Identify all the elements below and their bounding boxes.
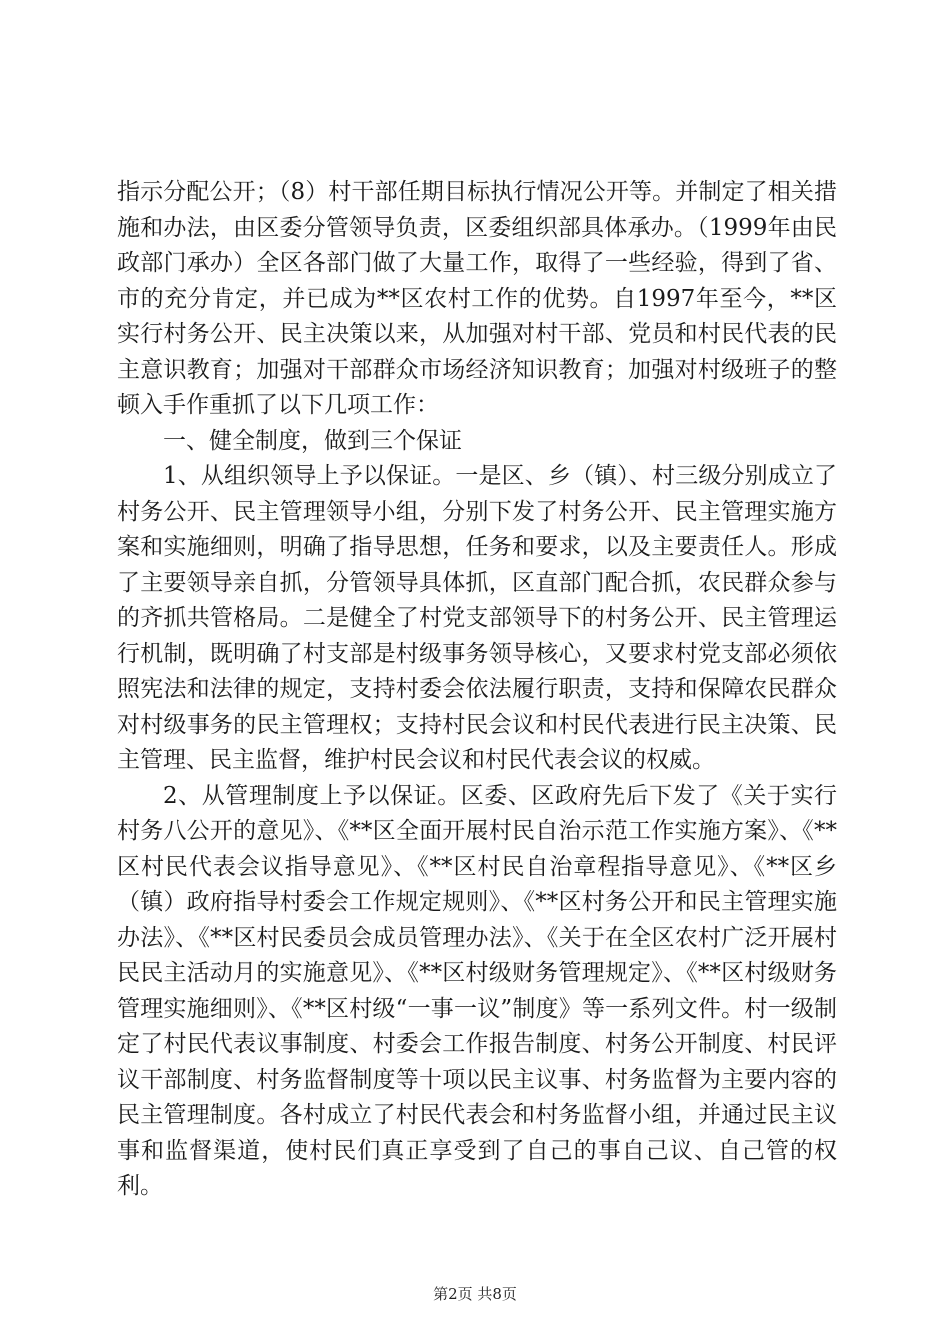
document-body — [117, 175, 837, 1205]
paragraph-management: 2、从管理制度上予以保证。区委、区政府先后下发了《关于实行村务八公开的意见》、《**区全面开展村民自治示范工作实施方案》、《**区村民代表会议指导意见》、《**区村民自治章程指导意见》、《**区乡（镇）政府指导村委会工作规定规则》、《**区村务公开和民主管理实施办法》、《**区村民委员会成员管理办法》、《关于在全区农村广泛开展村民民主活动月的实施意见》、《**区村级财务管理规定》、《**区村级财务管理实施细则》、《**区村级“一事一议”制度》等一系列文件。村一级制定了村民代表议事制度、村委会工作报告制度、村务公开制度、村民评议干部制度、村务监督制度等十项以民主议事、村务监督为主要内容的民主管理制度。各村成立了村民代表会和村务监督小组，并通过民主议事和监督渠道，使村民们真正享受到了自己的事自己议、自己管的权利。 — [117, 782, 837, 1199]
page-footer: 第2页 共8页 — [433, 1285, 517, 1303]
paragraph-continued: 指示分配公开；（8）村干部任期目标执行情况公开等。并制定了相关措施和办法，由区委分管领导负责，区委组织部具体承办。（1999年由民政部门承办）全区各部门做了大量工作，取得了一些经验，得到了省、市的充分肯定，并已成为**区农村工作的优势。自1997年至今，**区实行村务公开、民主决策以来，从加强对村干部、党员和村民代表的民主意识教育；加强对干部群众市场经济知识教育；加强对村级班子的整顿入手作重抓了以下几项工作： — [117, 179, 837, 418]
paragraph-organization: 1、从组织领导上予以保证。一是区、乡（镇）、村三级分别成立了村务公开、民主管理领导小组，分别下发了村务公开、民主管理实施方案和实施细则，明确了指导思想，任务和要求，以及主要责任人。形成了主要领导亲自抓，分管领导具体抓，区直部门配合抓，农民群众参与的齐抓共管格局。二是健全了村党支部领导下的村务公开、民主管理运行机制，既明确了村支部是村级事务领导核心，又要求村党支部必须依照宪法和法律的规定，支持村委会依法履行职责，支持和保障农民群众对村级事务的民主管理权；支持村民会议和村民代表进行民主决策、民主管理、民主监督，维护村民会议和村民代表会议的权威。 — [117, 463, 837, 773]
section-heading: 一、健全制度，做到三个保证 — [163, 427, 462, 454]
